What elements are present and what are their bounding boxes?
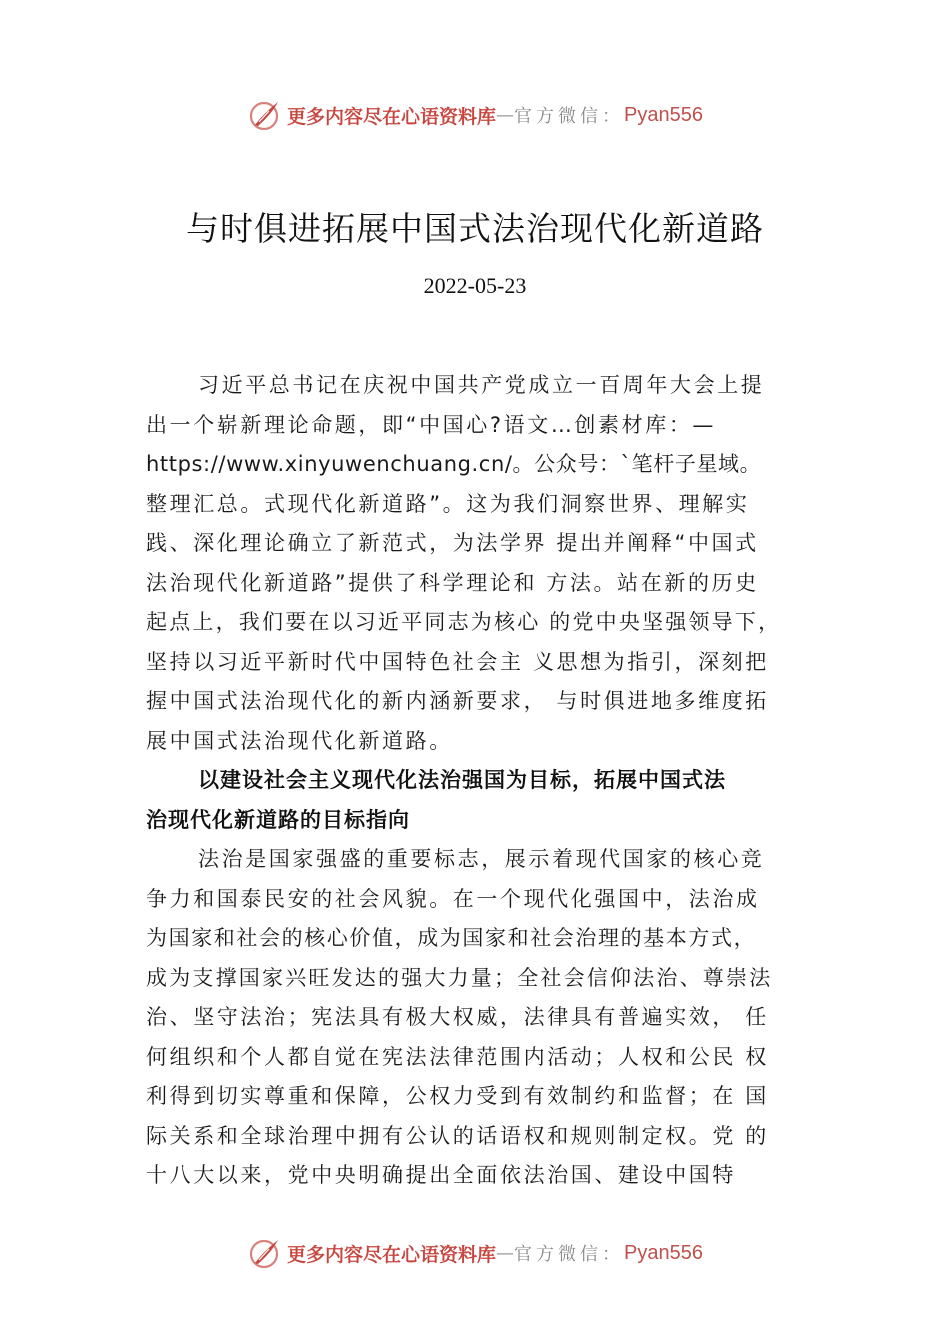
- banner-slogan: 更多内容尽在心语资料库: [287, 1243, 497, 1266]
- section-heading: 治现代化新道路的目标指向: [146, 807, 410, 832]
- body-line: https://www.xinyuwenchuang.cn/。公众号：`笔杆子星域。: [146, 452, 762, 476]
- body-line: 践、深化理论确立了新范式，为法学界 提出并阐释“中国式: [146, 531, 759, 555]
- quill-logo-icon: [247, 1235, 283, 1271]
- quill-logo-icon: [247, 97, 283, 133]
- body-line: 法治现代化新道路”提供了科学理论和 方法。站在新的历史: [146, 570, 759, 595]
- section-heading: 以建设社会主义现代化法治强国为目标，拓展中国式法: [198, 768, 726, 792]
- header-banner: [0, 95, 950, 135]
- banner-dash: —: [496, 1242, 515, 1264]
- body-line: 争力和国泰民安的社会风貌。在一个现代化强国中，法治成: [146, 886, 760, 911]
- body-line: 出一个崭新理论命题，即“中国心?语文…创素材库：—: [146, 412, 717, 437]
- body-line: 十八大以来，党中央明确提出全面依法治国、建设中国特: [146, 1163, 736, 1187]
- body-line: 握中国式法治现代化的新内涵新要求， 与时俱进地多维度拓: [146, 689, 769, 713]
- body-line: 成为支撑国家兴旺发达的强大力量；全社会信仰法治、尊崇法: [146, 965, 773, 990]
- body-line: 利得到切实尊重和保障，公权力受到有效制约和监督；在 国: [146, 1084, 769, 1108]
- banner-wechat-id: Pyan556: [624, 103, 703, 126]
- banner-slogan: 更多内容尽在心语资料库: [287, 105, 497, 128]
- body-line: 起点上，我们要在以习近平同志为核心 的党中央坚强领导下，: [146, 610, 782, 634]
- banner-dash: —: [496, 104, 515, 126]
- article-body: [146, 366, 846, 1196]
- body-line: 治、坚守法治；宪法具有极大权威，法律具有普遍实效， 任: [146, 1005, 769, 1029]
- article-date: 2022-05-23: [423, 273, 527, 298]
- banner-wechat-label: 官方微信：: [514, 1244, 625, 1265]
- body-line: 习近平总书记在庆祝中国共产党成立一百周年大会上提: [198, 373, 765, 397]
- footer-banner: [0, 1233, 950, 1273]
- body-line: 整理汇总。式现代化新道路”。这为我们洞察世界、理解实: [146, 491, 750, 516]
- banner-wechat-id: Pyan556: [624, 1241, 703, 1264]
- article-title: 与时俱进拓展中国式法治现代化新道路: [186, 209, 764, 248]
- body-line: 展中国式法治现代化新道路。: [146, 728, 453, 753]
- body-line: 何组织和个人都自觉在宪法法律范围内活动；人权和公民 权: [146, 1044, 769, 1069]
- body-line: 坚持以习近平新时代中国特色社会主 义思想为指引，深刻把: [146, 649, 769, 674]
- body-line: 为国家和社会的核心价值，成为国家和社会治理的基本方式，: [146, 926, 757, 950]
- banner-wechat-label: 官方微信：: [514, 106, 625, 127]
- body-line: 法治是国家强盛的重要标志，展示着现代国家的核心竞: [198, 847, 765, 871]
- body-line: 际关系和全球治理中拥有公认的话语权和规则制定权。党 的: [146, 1123, 769, 1148]
